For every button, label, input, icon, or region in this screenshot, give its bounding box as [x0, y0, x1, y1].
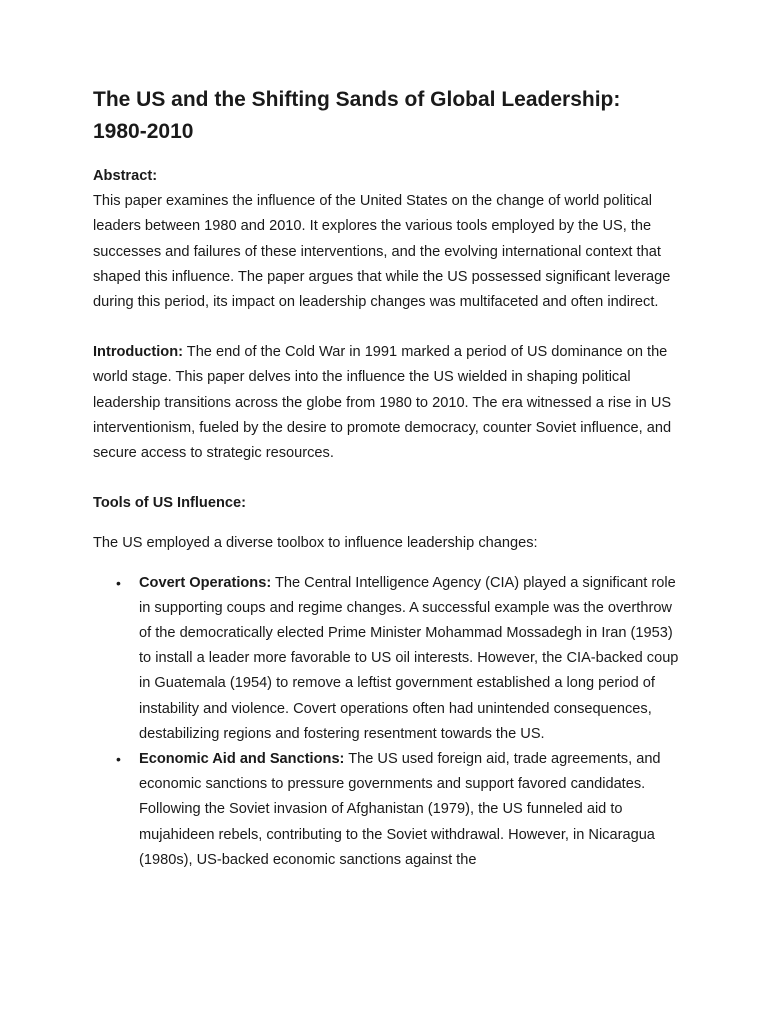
document-title: The US and the Shifting Sands of Global Leadership: 1980-2010 — [93, 88, 621, 143]
document-page — [93, 84, 693, 873]
tools-heading: Tools of US Influence: — [93, 495, 246, 512]
list-item — [93, 571, 679, 747]
bullet-icon: • — [116, 574, 121, 591]
list-item-label: Economic Aid and Sanctions: — [139, 751, 345, 768]
list-item-text: The Central Intelligence Agency (CIA) played a significant role in supporting coups and regime changes. A successful example was the overthrow of the democratically elected Prime Minister Mohammad Mossadegh in Iran (1953) to install a leader more favorable to US oil interests. However, the CIA-backed coup in Guatemala (1954) to remove a leftist government established a long period of instability and violence. Covert operations often had unintended consequences, destabilizing regions and fostering resentment towards the US. — [139, 574, 679, 742]
tools-list — [93, 571, 693, 873]
list-item — [93, 747, 679, 873]
abstract-heading: Abstract: — [93, 168, 158, 184]
abstract-text: This paper examines the influence of the United States on the change of world political leaders between 1980 and 2010. It explores the various tools employed by the US, the successes and failures of these interventions, and the evolving international context that shaped this influence. The paper argues that while the US possessed significant leverage during this period, its impact on leadership changes was multifaceted and often indirect. — [93, 193, 671, 311]
introduction-label: Introduction: — [93, 344, 183, 361]
tools-lead: The US employed a diverse toolbox to influence leadership changes: — [93, 535, 538, 552]
list-item-label: Covert Operations: — [139, 574, 272, 591]
introduction-paragraph — [93, 340, 693, 466]
introduction-text: The end of the Cold War in 1991 marked a period of US dominance on the world stage. This paper delves into the influence the US wielded in shaping political leadership transitions across the globe from 1980 to 2010. The era witnessed a rise in US interventionism, fueled by the desire to promote democracy, counter Soviet influence, and secure access to strategic resources. — [93, 344, 672, 462]
bullet-icon: • — [116, 751, 121, 768]
list-item-text: The US used foreign aid, trade agreements, and economic sanctions to pressure governments and support favored candidates. Following the Soviet invasion of Afghanistan (1979), the US funneled aid to mujahideen rebels, contributing to the Soviet withdrawal. However, in Nicaragua (1980s), US-backed economic sanctions against the — [139, 751, 661, 868]
